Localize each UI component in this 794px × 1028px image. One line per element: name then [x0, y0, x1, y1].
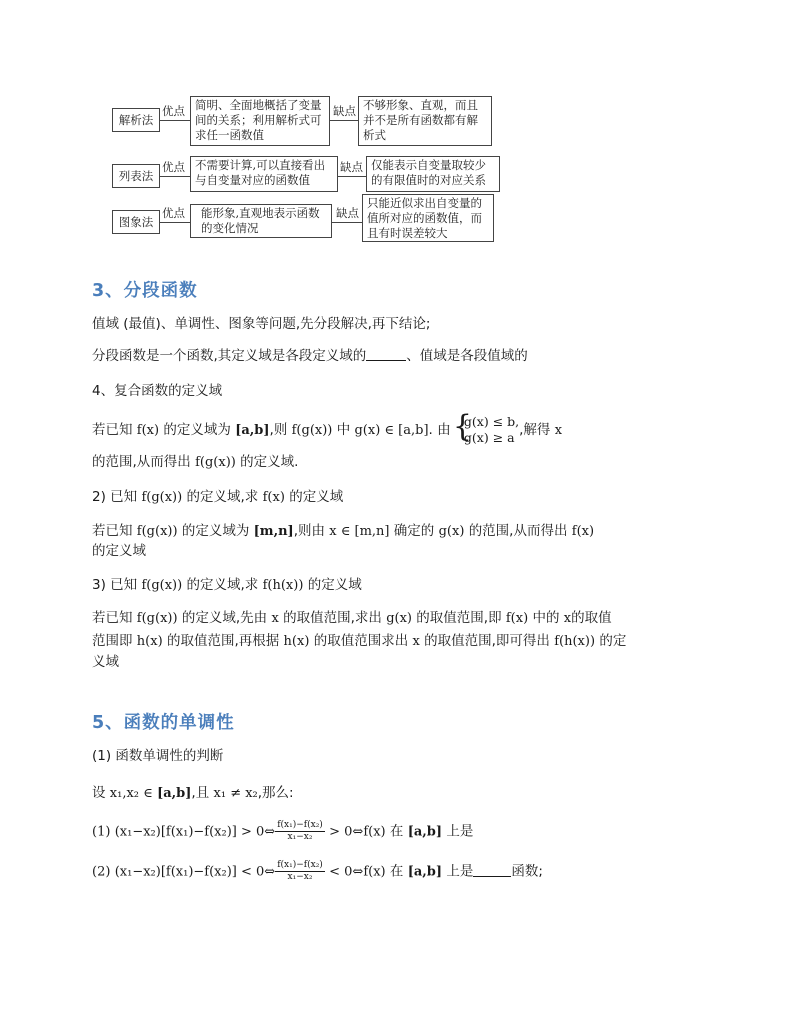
pros-box-analytic: 简明、全面地概括了变量间的关系；利用解析式可求任一函数值: [190, 96, 330, 146]
pros-tag: 优点: [162, 206, 185, 220]
paragraph: 若已知 f(g(x)) 的定义域为 [m,n],则由 x ∈ [m,n] 确定的 g(x) 的范围,从而得出 f(x): [92, 523, 595, 539]
cons-tag: 缺点: [336, 206, 359, 220]
connector-line: [330, 120, 358, 121]
paragraph: 值域 (最值)、单调性、图象等问题,先分段解决,再下结论;: [92, 316, 431, 332]
paragraph: (1) (x₁−x₂)[f(x₁)−f(x₂)] > 0⇔ $\frac{\text{f(x₁)−f(x₂)}}{\text{x₁−x₂}}$ > 0⇔f(x) 在 [a,b] 上是: [92, 820, 474, 842]
connector-line: [338, 176, 366, 177]
paragraph: 义域: [92, 654, 119, 670]
connector-line: [160, 120, 190, 121]
fill-blank: [473, 862, 511, 877]
section-heading: 3、分段函数: [92, 281, 198, 301]
cons-box-analytic: 不够形象、直观，而且并不是所有函数都有解析式: [358, 96, 492, 146]
paragraph: (2) (x₁−x₂)[f(x₁)−f(x₂)] < 0⇔ $\frac{\text{f(x₁)−f(x₂)}}{\text{x₁−x₂}}$ < 0⇔f(x) 在 [a,b] 上是 函数;: [92, 860, 543, 882]
method-box-table: 列表法: [112, 164, 160, 188]
pros-tag: 优点: [162, 160, 185, 174]
paragraph: 3) 已知 f(g(x)) 的定义域,求 f(h(x)) 的定义域: [92, 577, 362, 593]
fraction: $\frac{\text{f(x₁)−f(x₂)}}{\text{x₁−x₂}}$: [277, 860, 323, 882]
pros-tag: 优点: [162, 104, 185, 118]
cons-box-graph: 只能近似求出自变量的值所对应的函数值，而且有时误差较大: [362, 194, 494, 242]
fraction: $\frac{\text{f(x₁)−f(x₂)}}{\text{x₁−x₂}}$: [277, 820, 323, 842]
paragraph: 范围即 h(x) 的取值范围,再根据 h(x) 的取值范围求出 x 的取值范围,即可得出 f(h(x)) 的定: [92, 633, 627, 649]
connector-line: [332, 222, 362, 223]
fill-blank: [366, 346, 406, 361]
cons-box-table: 仅能表示自变量取较少的有限值时的对应关系: [366, 156, 500, 192]
inequality-system: { g(x) ≤ b, g(x) ≥ a: [455, 414, 519, 446]
representation-methods-diagram: [112, 96, 504, 242]
paragraph: 分段函数是一个函数,其定义域是各段定义域的 、值域是各段值域的: [92, 348, 528, 364]
paragraph: 设 x₁,x₂ ∈ [a,b],且 x₁ ≠ x₂,那么:: [92, 785, 294, 801]
paragraph: 若已知 f(x) 的定义域为 [a,b],则 f(g(x)) 中 g(x) ∈ [a,b]. 由 { g(x) ≤ b, g(x) ≥ a ,解得 x: [92, 414, 562, 446]
method-box-graph: 图象法: [112, 210, 160, 234]
paragraph: 2) 已知 f(g(x)) 的定义域,求 f(x) 的定义域: [92, 489, 344, 505]
pros-box-table: 不需要计算,可以直接看出与自变量对应的函数值: [190, 156, 338, 192]
subsection-heading: (1) 函数单调性的判断: [92, 748, 224, 764]
section-heading: 5、函数的单调性: [92, 713, 235, 733]
paragraph: 的范围,从而得出 f(g(x)) 的定义域.: [92, 454, 299, 470]
connector-line: [160, 176, 190, 177]
cons-tag: 缺点: [340, 160, 363, 174]
paragraph: 若已知 f(g(x)) 的定义域,先由 x 的取值范围,求出 g(x) 的取值范围,即 f(x) 中的 x的取值: [92, 610, 612, 626]
method-box-analytic: 解析法: [112, 108, 160, 132]
cons-tag: 缺点: [333, 104, 356, 118]
pros-box-graph: 能形象,直观地表示函数的变化情况: [190, 204, 332, 238]
paragraph: 的定义域: [92, 543, 146, 559]
connector-line: [160, 222, 190, 223]
subsection-heading: 4、复合函数的定义域: [92, 383, 223, 399]
